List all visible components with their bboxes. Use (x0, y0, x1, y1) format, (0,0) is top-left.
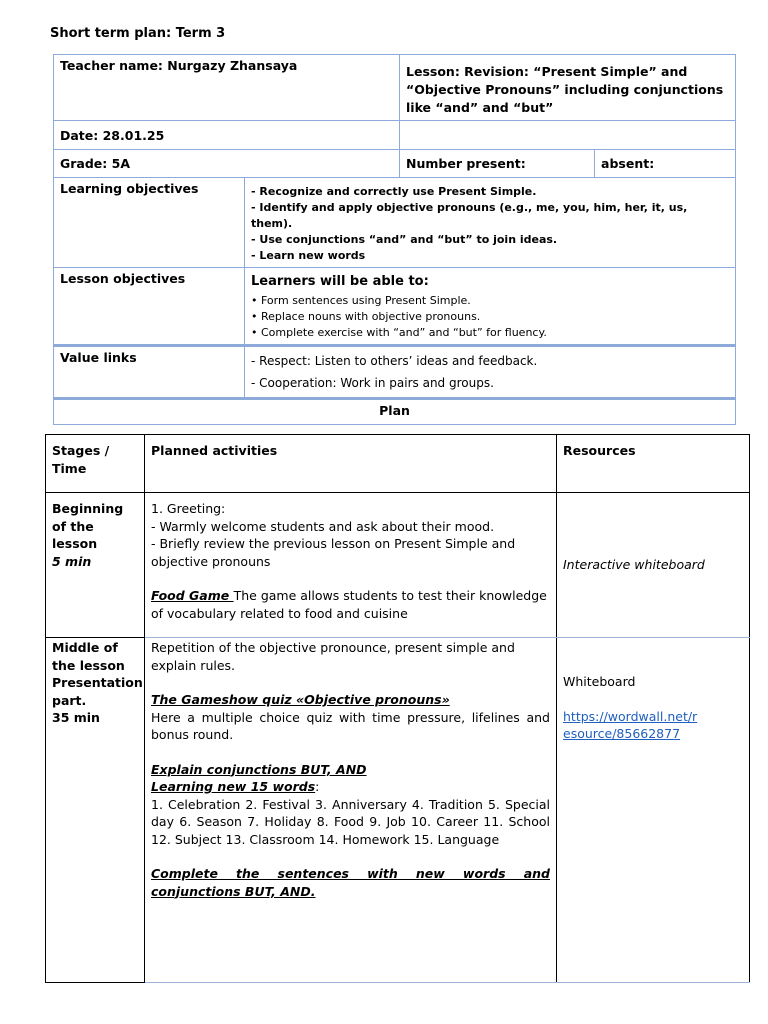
colon: : (315, 779, 320, 794)
stage-label: Middle of the lesson Presentation part. (52, 640, 143, 708)
activity-intro: Repetition of the objective pronounce, present simple and explain rules. (151, 640, 515, 673)
new-words-list: 1. Celebration 2. Festival 3. Anniversary 4. Tradition 5. Special day 6. Season 7. Holiday 8. Food 9. Job 10. Career 11. School 12. Subject 13. Classroom 14. Homework 15. Language (151, 796, 550, 847)
value-links-label: Value links (54, 346, 245, 399)
plan-table (45, 434, 750, 983)
lesson-objectives-heading: Learners will be able to: (251, 274, 429, 289)
quiz-description: Here a multiple choice quiz with time pressure, lifelines and bonus round. (151, 709, 550, 742)
activity-line: - Warmly welcome students and ask about their mood. (151, 518, 495, 534)
lesson-objective-item: • Form sentences using Present Simple. (251, 294, 471, 307)
learning-objectives-list (245, 178, 736, 268)
lesson-objectives-label: Lesson objectives (54, 268, 245, 346)
teacher-name-cell: Teacher name: Nurgazy Zhansaya (54, 55, 400, 121)
date-cell: Date: 28.01.25 (54, 121, 400, 150)
wordwall-link[interactable]: https://wordwall.net/resource/85662877 (563, 708, 698, 741)
complete-sentences-task: Complete the sentences with new words and conjunctions BUT, AND. (151, 866, 550, 899)
lesson-objectives-cell (245, 268, 736, 346)
grade-cell: Grade: 5A (54, 150, 400, 178)
value-links-cell (245, 346, 736, 399)
resources-header: Resources (557, 435, 750, 493)
plan-heading: Plan (54, 399, 736, 425)
food-game-text: The game allows students to test their knowledge of vocabulary related to food and cuisine (151, 588, 547, 621)
resource-whiteboard: Whiteboard (563, 674, 636, 689)
lesson-objective-item: • Complete exercise with “and” and “but” for fluency. (251, 326, 547, 339)
activities-header: Planned activities (145, 435, 557, 493)
learning-objective-item: - Recognize and correctly use Present Simple. (251, 185, 537, 198)
stage-time: 35 min (52, 710, 100, 725)
beginning-stage-cell (46, 493, 145, 638)
middle-resources-cell (557, 638, 750, 983)
food-game-activity (151, 587, 550, 622)
lesson-topic-cell: Lesson: Revision: “Present Simple” and “Objective Pronouns” including conjunctions like “and” and “but” (400, 55, 736, 121)
activity-line: - Briefly review the previous lesson on Present Simple and objective pronouns (151, 536, 516, 569)
learning-objectives-label: Learning objectives (54, 178, 245, 268)
greeting-label: 1. Greeting: (151, 501, 226, 516)
value-link-item: - Cooperation: Work in pairs and groups. (251, 376, 494, 390)
beginning-resources-cell (557, 493, 750, 638)
middle-activities-cell (145, 638, 557, 983)
stages-header: Stages / Time (46, 435, 145, 493)
stage-label: Beginning of the lesson (52, 501, 124, 551)
beginning-activities-cell (145, 493, 557, 638)
number-present-cell: Number present: (400, 150, 595, 178)
resource-interactive-whiteboard: Interactive whiteboard (563, 557, 705, 573)
document-title: Short term plan: Term 3 (50, 26, 226, 41)
date-empty-cell (400, 121, 736, 150)
lesson-header-table (53, 54, 736, 425)
learning-objective-item: - Use conjunctions “and” and “but” to join ideas. (251, 233, 558, 246)
absent-cell: absent: (595, 150, 736, 178)
learning-objective-item: - Learn new words (251, 249, 366, 262)
quiz-title: The Gameshow quiz «Objective pronouns» (151, 692, 450, 707)
middle-stage-cell (46, 638, 145, 983)
conjunctions-title: Explain conjunctions BUT, AND (151, 761, 367, 777)
new-words-title: Learning new 15 words (151, 779, 316, 794)
lesson-objective-item: • Replace nouns with objective pronouns. (251, 310, 481, 323)
food-game-title: Food Game (151, 588, 234, 603)
value-link-item: - Respect: Listen to others’ ideas and feedback. (251, 354, 538, 368)
learning-objective-item: - Identify and apply objective pronouns (e.g., me, you, him, her, it, us, them). (251, 201, 688, 230)
stage-time: 5 min (52, 553, 92, 569)
